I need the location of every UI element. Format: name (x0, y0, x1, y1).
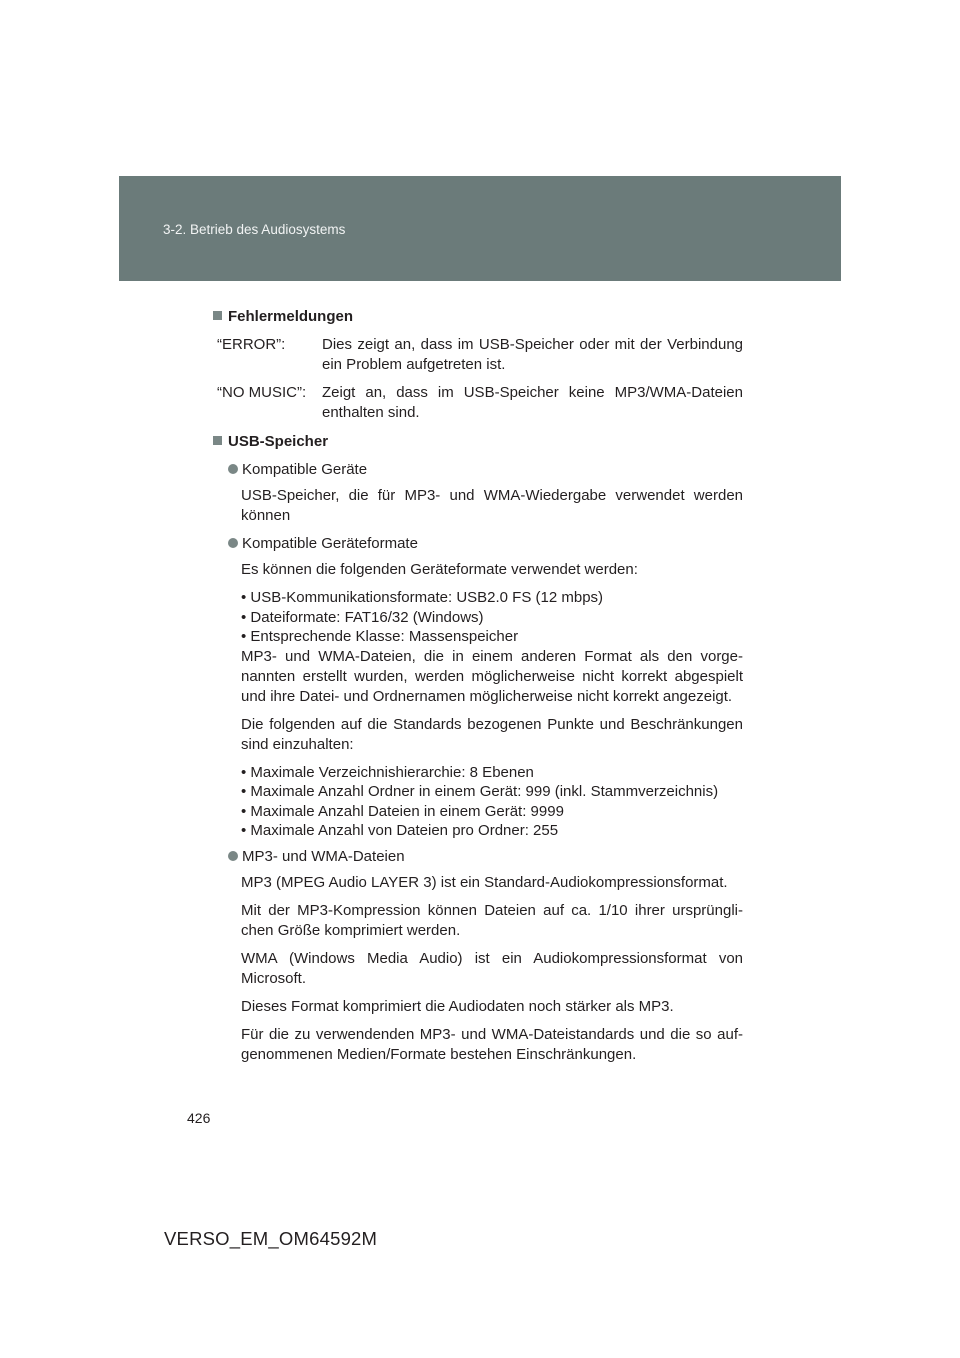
page-number: 426 (187, 1110, 211, 1126)
list-item: • Maximale Anzahl von Dateien pro Ordner: 255 (241, 822, 559, 839)
circle-bullet-icon (228, 538, 238, 548)
list-item: • Maximale Anzahl Ordner in einem Gerät: 999 (inkl. Stammverzeichnis) (241, 783, 719, 800)
document-code: VERSO_EM_OM64592M (164, 1228, 378, 1249)
subheading-mp3-wma-dateien: MP3- und WMA-Dateien (228, 847, 743, 867)
square-bullet-icon (213, 436, 222, 445)
paragraph: Die folgenden auf die Standards bezogenen Punkte und Beschränkungen sind einzuhalten: (241, 715, 743, 753)
page-content (213, 306, 743, 1073)
section-title: 3-2. Betrieb des Audiosystems (163, 222, 346, 237)
list-item: • USB-Kommunikationsformate: USB2.0 FS (12 mbps) (241, 589, 604, 606)
list-item: • Dateiformate: FAT16/32 (Windows) (241, 608, 484, 626)
paragraph: Mit der MP3-Kompression können Dateien auf ca. 1/10 ihrer ursprüngli-chen Größe komprimiert werden. (241, 901, 743, 939)
paragraph: Es können die folgenden Geräteformate verwendet werden: (241, 561, 638, 578)
error-term: “ERROR”: (217, 336, 286, 353)
circle-bullet-icon (228, 851, 238, 861)
no-music-description: Zeigt an, dass im USB-Speicher keine MP3/WMA-Dateien enthalten sind. (322, 384, 743, 421)
list-item: • Maximale Verzeichnishierarchie: 8 Ebenen (241, 763, 534, 781)
paragraph: USB-Speicher, die für MP3- und WMA-Wiedergabe verwendet werden können (241, 487, 743, 524)
subheading-kompatible-geraete: Kompatible Geräte (228, 460, 743, 480)
circle-bullet-icon (228, 464, 238, 474)
section-header (119, 176, 841, 281)
list-item: • Entsprechende Klasse: Massenspeicher (241, 628, 519, 645)
list-item: • Maximale Anzahl Dateien in einem Gerät: 9999 (241, 802, 564, 820)
paragraph: Dieses Format komprimiert die Audiodaten noch stärker als MP3. (241, 997, 674, 1015)
paragraph: Für die zu verwendenden MP3- und WMA-Dateistandards und die so auf-genommenen Medien/Formate bestehen Einschränkungen. (241, 1025, 743, 1063)
no-music-definition (217, 383, 743, 423)
subheading-kompatible-geraeteformate: Kompatible Geräteformate (228, 534, 743, 554)
no-music-term: “NO MUSIC”: (217, 384, 307, 401)
error-description: Dies zeigt an, dass im USB-Speicher oder mit der Verbindung ein Problem aufgetreten ist. (322, 336, 743, 373)
paragraph: MP3- und WMA-Dateien, die in einem anderen Format als den vorge-nannten erstellt wurden, werden möglicherweise nicht korrekt abgespielt und ihre Datei- und Ordnernamen möglicherweise nicht korrekt angezeigt. (241, 647, 743, 705)
square-bullet-icon (213, 311, 222, 320)
heading-usb-speicher: USB-Speicher (213, 431, 743, 452)
heading-fehlermeldungen: Fehlermeldungen (213, 306, 743, 327)
paragraph: MP3 (MPEG Audio LAYER 3) ist ein Standard-Audiokompressionsformat. (241, 873, 728, 891)
paragraph: WMA (Windows Media Audio) ist ein Audiokompressionsformat von Microsoft. (241, 949, 743, 987)
error-definition (217, 335, 743, 375)
